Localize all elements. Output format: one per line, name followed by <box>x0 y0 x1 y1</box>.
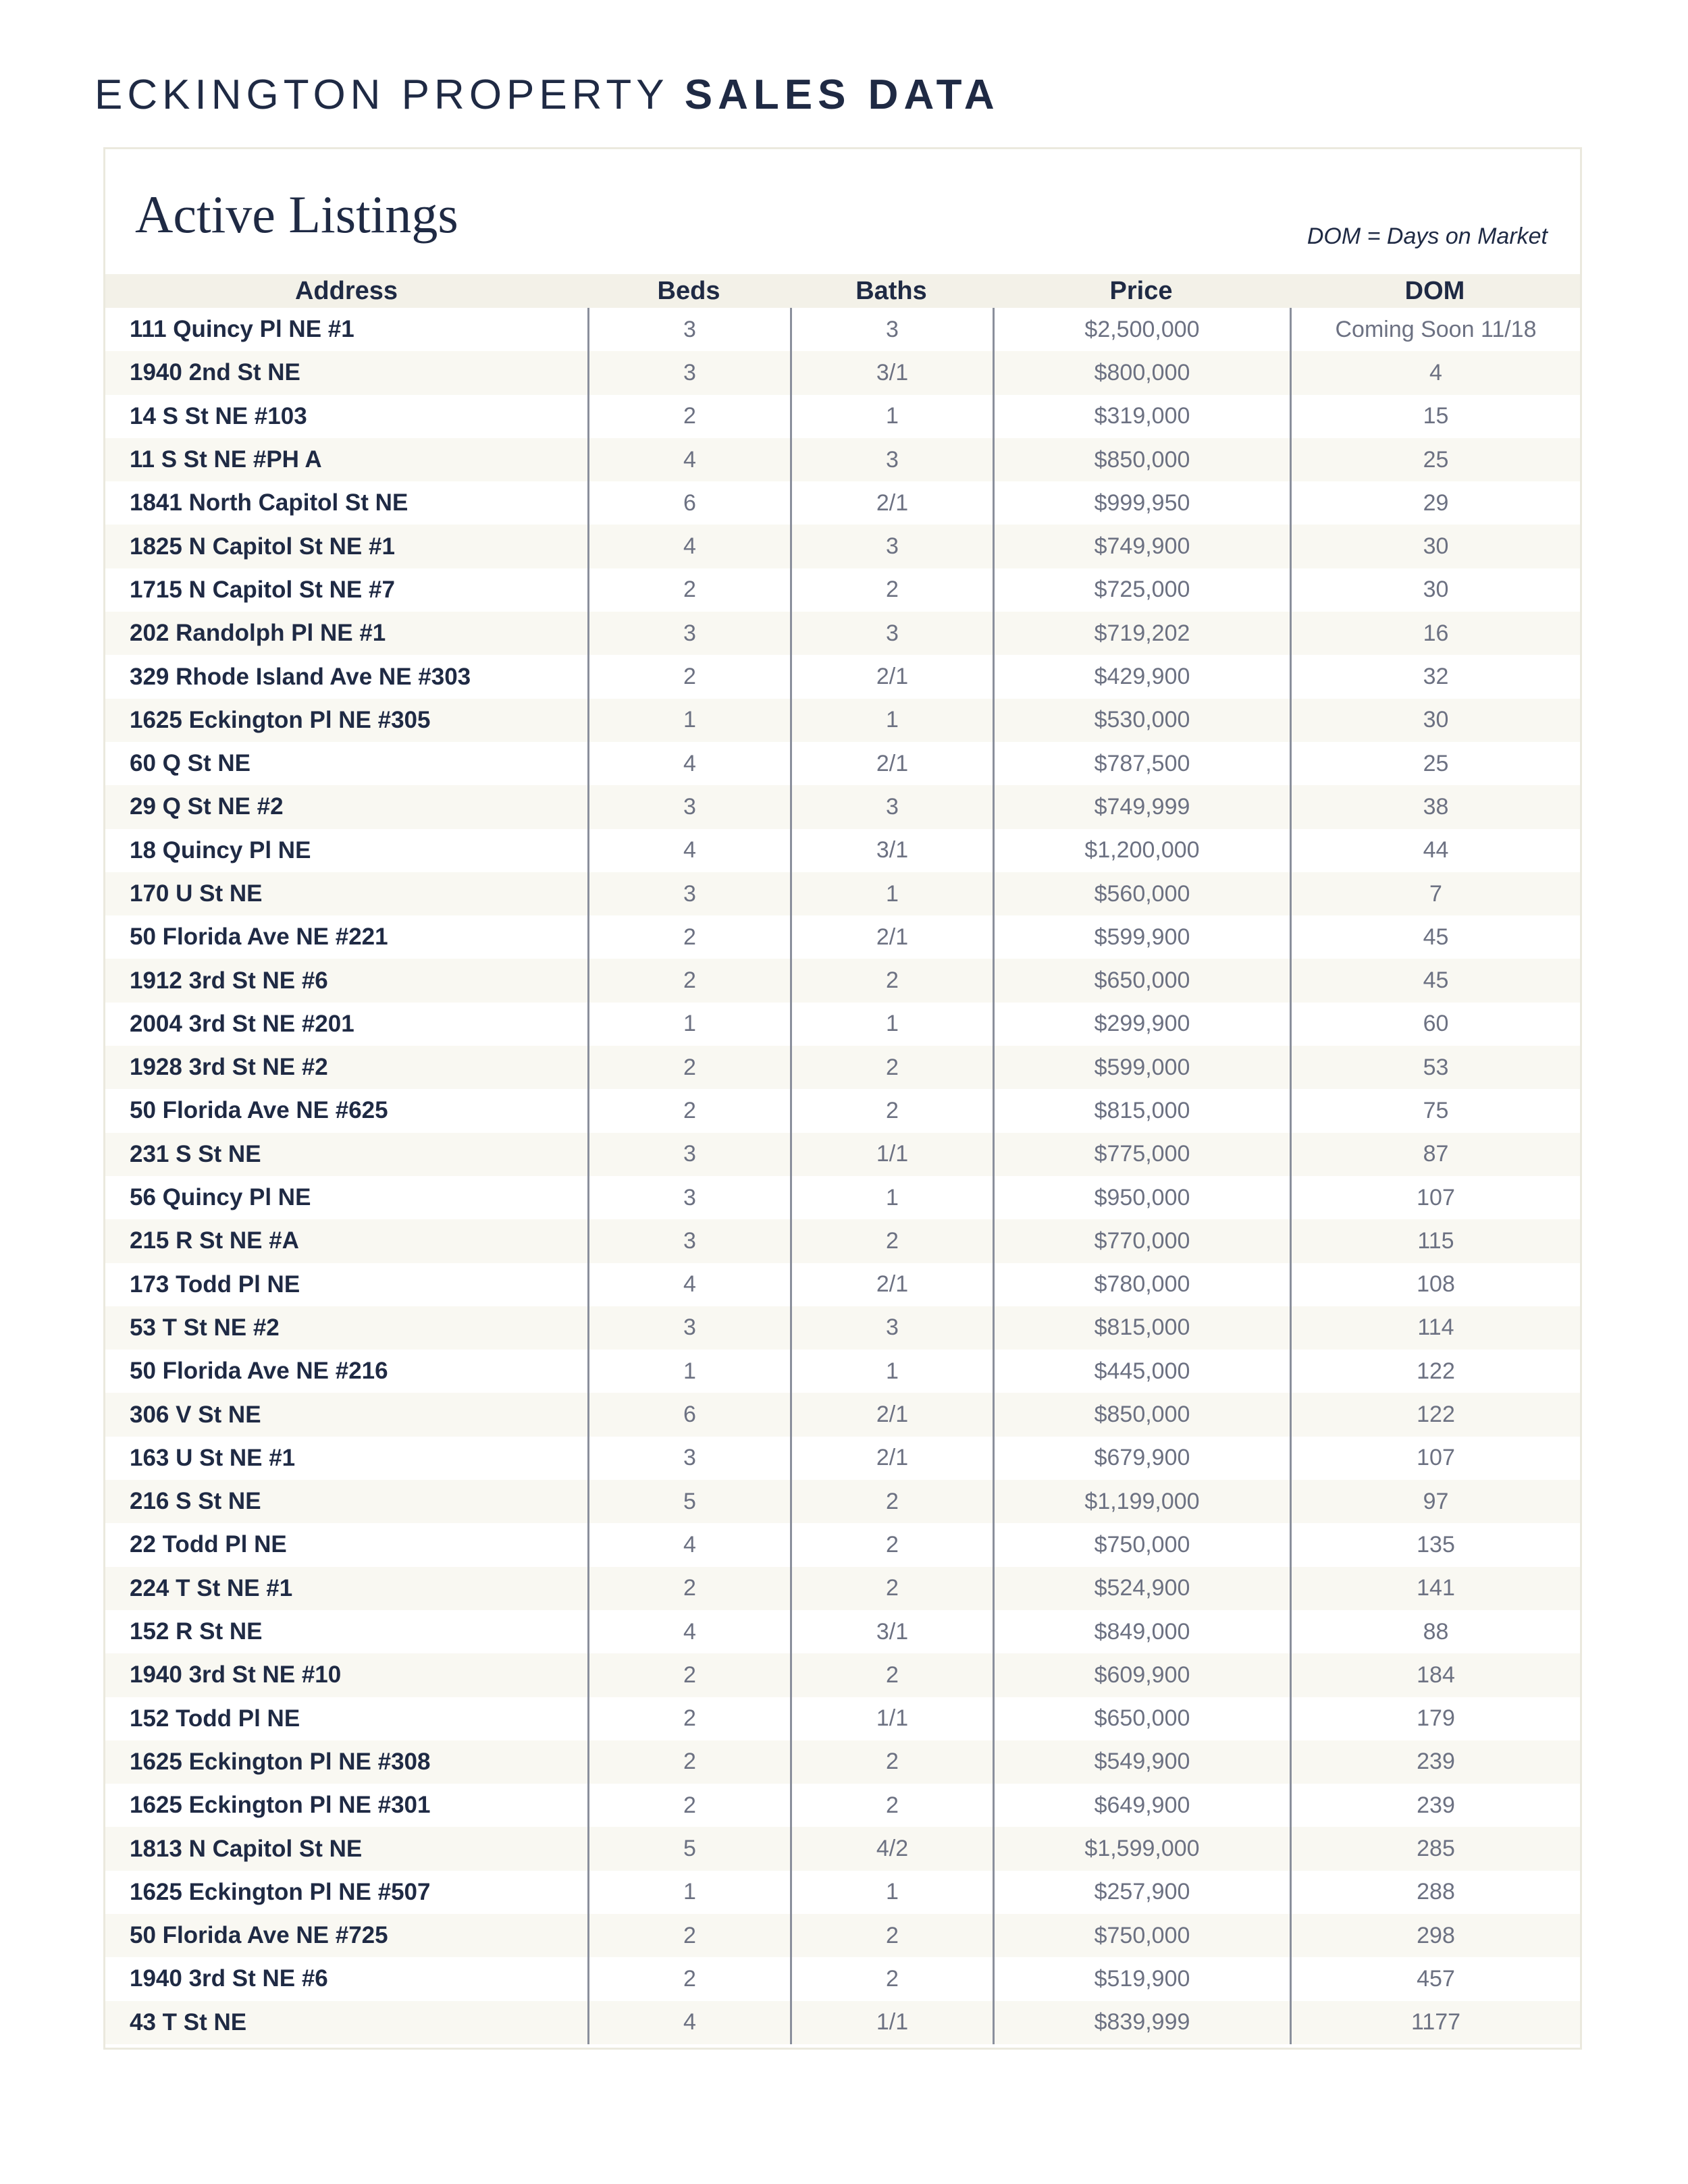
table-row <box>105 481 1580 525</box>
table-row <box>105 1263 1580 1306</box>
cell-dom: 298 <box>1290 1914 1580 1957</box>
table-row <box>105 1653 1580 1697</box>
table-row <box>105 1871 1580 1914</box>
cell-beds: 1 <box>587 1350 790 1393</box>
cell-price: $749,999 <box>993 785 1290 828</box>
cell-baths: 4/2 <box>790 1827 993 1870</box>
cell-price: $1,599,000 <box>993 1827 1290 1870</box>
cell-price: $530,000 <box>993 699 1290 742</box>
cell-beds: 2 <box>587 1740 790 1784</box>
table-row <box>105 2001 1580 2044</box>
cell-dom: 288 <box>1290 1871 1580 1914</box>
table-row <box>105 1957 1580 2000</box>
cell-address: 1912 3rd St NE #6 <box>130 967 328 994</box>
cell-dom: 141 <box>1290 1567 1580 1610</box>
cell-beds: 2 <box>587 959 790 1002</box>
cell-beds: 5 <box>587 1480 790 1523</box>
table-body <box>105 308 1580 2044</box>
cell-address: 152 Todd Pl NE <box>130 1705 300 1732</box>
cell-address: 111 Quincy Pl NE #1 <box>130 316 354 343</box>
cell-price: $850,000 <box>993 1393 1290 1436</box>
cell-price: $770,000 <box>993 1219 1290 1262</box>
cell-baths: 2 <box>790 1784 993 1827</box>
cell-baths: 2 <box>790 1523 993 1566</box>
cell-dom: 15 <box>1290 395 1580 438</box>
cell-address: 11 S St NE #PH A <box>130 446 322 473</box>
table-row <box>105 1046 1580 1089</box>
cell-baths: 2 <box>790 1219 993 1262</box>
cell-address: 173 Todd Pl NE <box>130 1271 300 1298</box>
table-row <box>105 655 1580 698</box>
table-row <box>105 1003 1580 1046</box>
table-row <box>105 1784 1580 1827</box>
cell-baths: 2/1 <box>790 742 993 785</box>
cell-price: $719,202 <box>993 612 1290 655</box>
page-title-light: ECKINGTON PROPERTY <box>95 72 668 118</box>
cell-beds: 3 <box>587 351 790 394</box>
cell-address: 22 Todd Pl NE <box>130 1531 287 1558</box>
table-header <box>105 274 1580 308</box>
cell-dom: 60 <box>1290 1003 1580 1046</box>
cell-dom: 25 <box>1290 438 1580 481</box>
table-row <box>105 1437 1580 1480</box>
cell-beds: 3 <box>587 612 790 655</box>
cell-price: $750,000 <box>993 1523 1290 1566</box>
page-title <box>95 71 1000 119</box>
cell-baths: 3/1 <box>790 351 993 394</box>
cell-price: $257,900 <box>993 1871 1290 1914</box>
header-price: Price <box>1109 276 1173 305</box>
cell-address: 329 Rhode Island Ave NE #303 <box>130 663 471 690</box>
cell-price: $519,900 <box>993 1957 1290 2000</box>
cell-baths: 3 <box>790 308 993 351</box>
table-row <box>105 1306 1580 1350</box>
cell-baths: 2 <box>790 1089 993 1132</box>
cell-dom: 45 <box>1290 959 1580 1002</box>
cell-price: $319,000 <box>993 395 1290 438</box>
cell-beds: 4 <box>587 742 790 785</box>
cell-beds: 2 <box>587 1567 790 1610</box>
cell-beds: 2 <box>587 1914 790 1957</box>
table-row <box>105 1176 1580 1219</box>
cell-address: 1928 3rd St NE #2 <box>130 1054 328 1081</box>
cell-dom: 97 <box>1290 1480 1580 1523</box>
cell-address: 231 S St NE <box>130 1140 261 1167</box>
cell-baths: 1/1 <box>790 1133 993 1176</box>
cell-dom: 1177 <box>1290 2001 1580 2044</box>
cell-address: 2004 3rd St NE #201 <box>130 1010 354 1037</box>
cell-price: $999,950 <box>993 481 1290 525</box>
cell-beds: 2 <box>587 568 790 612</box>
cell-price: $650,000 <box>993 1697 1290 1740</box>
cell-baths: 2 <box>790 1480 993 1523</box>
cell-baths: 2 <box>790 959 993 1002</box>
cell-dom: 88 <box>1290 1610 1580 1653</box>
cell-address: 1940 3rd St NE #6 <box>130 1965 328 1992</box>
cell-address: 60 Q St NE <box>130 750 250 777</box>
cell-price: $609,900 <box>993 1653 1290 1697</box>
cell-dom: 53 <box>1290 1046 1580 1089</box>
cell-price: $780,000 <box>993 1263 1290 1306</box>
cell-price: $775,000 <box>993 1133 1290 1176</box>
cell-address: 14 S St NE #103 <box>130 402 307 429</box>
table-row <box>105 1523 1580 1566</box>
cell-beds: 3 <box>587 1176 790 1219</box>
cell-address: 1940 2nd St NE <box>130 359 300 386</box>
cell-baths: 1/1 <box>790 2001 993 2044</box>
cell-beds: 3 <box>587 1133 790 1176</box>
cell-price: $429,900 <box>993 655 1290 698</box>
table-row <box>105 1393 1580 1436</box>
table-row <box>105 1480 1580 1523</box>
header-dom: DOM <box>1404 276 1465 305</box>
page-title-bold: SALES DATA <box>684 72 1000 118</box>
cell-baths: 3 <box>790 612 993 655</box>
cell-baths: 3 <box>790 785 993 828</box>
cell-price: $815,000 <box>993 1089 1290 1132</box>
cell-baths: 2/1 <box>790 1437 993 1480</box>
cell-beds: 1 <box>587 1003 790 1046</box>
cell-baths: 1/1 <box>790 1697 993 1740</box>
cell-address: 29 Q St NE #2 <box>130 793 284 820</box>
cell-dom: 30 <box>1290 525 1580 568</box>
cell-dom: 16 <box>1290 612 1580 655</box>
cell-address: 1813 N Capitol St NE <box>130 1835 363 1862</box>
cell-address: 216 S St NE <box>130 1488 261 1515</box>
cell-address: 1841 North Capitol St NE <box>130 489 408 516</box>
table-row <box>105 1697 1580 1740</box>
cell-dom: 179 <box>1290 1697 1580 1740</box>
cell-dom: 25 <box>1290 742 1580 785</box>
cell-address: 18 Quincy Pl NE <box>130 836 311 863</box>
table-row <box>105 699 1580 742</box>
cell-dom: 30 <box>1290 699 1580 742</box>
table-row <box>105 1219 1580 1262</box>
table-row <box>105 959 1580 1002</box>
table-row <box>105 829 1580 872</box>
header-baths: Baths <box>855 276 927 305</box>
cell-dom: 7 <box>1290 872 1580 915</box>
cell-beds: 2 <box>587 1046 790 1089</box>
cell-baths: 2/1 <box>790 1263 993 1306</box>
cell-address: 1825 N Capitol St NE #1 <box>130 533 395 560</box>
cell-price: $599,900 <box>993 915 1290 959</box>
cell-address: 202 Randolph Pl NE #1 <box>130 620 386 647</box>
cell-dom: 122 <box>1290 1393 1580 1436</box>
cell-beds: 2 <box>587 1957 790 2000</box>
cell-beds: 2 <box>587 1697 790 1740</box>
cell-baths: 2 <box>790 1740 993 1784</box>
cell-baths: 2/1 <box>790 1393 993 1436</box>
cell-beds: 6 <box>587 481 790 525</box>
cell-address: 1625 Eckington Pl NE #301 <box>130 1792 431 1819</box>
cell-beds: 3 <box>587 1437 790 1480</box>
cell-beds: 4 <box>587 1263 790 1306</box>
cell-baths: 3 <box>790 1306 993 1350</box>
cell-price: $1,200,000 <box>993 829 1290 872</box>
cell-address: 1625 Eckington Pl NE #308 <box>130 1748 431 1775</box>
cell-dom: 38 <box>1290 785 1580 828</box>
table-row <box>105 395 1580 438</box>
cell-price: $599,000 <box>993 1046 1290 1089</box>
table-row <box>105 742 1580 785</box>
cell-beds: 4 <box>587 829 790 872</box>
cell-dom: 239 <box>1290 1784 1580 1827</box>
cell-baths: 1 <box>790 395 993 438</box>
cell-address: 43 T St NE <box>130 2008 247 2035</box>
table-row <box>105 438 1580 481</box>
cell-beds: 3 <box>587 785 790 828</box>
cell-beds: 2 <box>587 1089 790 1132</box>
cell-beds: 4 <box>587 2001 790 2044</box>
table-row <box>105 785 1580 828</box>
cell-baths: 2 <box>790 1653 993 1697</box>
table-row <box>105 1740 1580 1784</box>
cell-dom: 457 <box>1290 1957 1580 2000</box>
cell-address: 163 U St NE #1 <box>130 1444 296 1471</box>
cell-price: $445,000 <box>993 1350 1290 1393</box>
listings-table <box>105 274 1580 2044</box>
cell-baths: 1 <box>790 1003 993 1046</box>
cell-dom: 114 <box>1290 1306 1580 1350</box>
cell-dom: 44 <box>1290 829 1580 872</box>
table-row <box>105 568 1580 612</box>
listings-card <box>103 147 1582 2050</box>
cell-address: 215 R St NE #A <box>130 1227 299 1254</box>
cell-address: 56 Quincy Pl NE <box>130 1184 311 1211</box>
cell-dom: 122 <box>1290 1350 1580 1393</box>
cell-baths: 1 <box>790 1176 993 1219</box>
cell-beds: 4 <box>587 1523 790 1566</box>
cell-address: 50 Florida Ave NE #221 <box>130 924 388 951</box>
cell-beds: 1 <box>587 1871 790 1914</box>
cell-dom: Coming Soon 11/18 <box>1290 308 1580 351</box>
cell-baths: 3 <box>790 525 993 568</box>
cell-beds: 4 <box>587 1610 790 1653</box>
cell-beds: 2 <box>587 655 790 698</box>
cell-baths: 2 <box>790 1046 993 1089</box>
cell-baths: 2 <box>790 1957 993 2000</box>
cell-price: $649,900 <box>993 1784 1290 1827</box>
cell-dom: 45 <box>1290 915 1580 959</box>
cell-address: 224 T St NE #1 <box>130 1574 293 1601</box>
cell-baths: 2/1 <box>790 915 993 959</box>
cell-price: $850,000 <box>993 438 1290 481</box>
cell-price: $750,000 <box>993 1914 1290 1957</box>
cell-address: 1715 N Capitol St NE #7 <box>130 576 395 603</box>
cell-beds: 2 <box>587 1784 790 1827</box>
cell-beds: 6 <box>587 1393 790 1436</box>
table-row <box>105 1133 1580 1176</box>
cell-baths: 1 <box>790 872 993 915</box>
table-row <box>105 525 1580 568</box>
header-beds: Beds <box>657 276 720 305</box>
cell-beds: 3 <box>587 1219 790 1262</box>
cell-address: 50 Florida Ave NE #216 <box>130 1358 388 1385</box>
table-row <box>105 1610 1580 1653</box>
header-address: Address <box>294 276 398 305</box>
cell-dom: 4 <box>1290 351 1580 394</box>
table-row <box>105 872 1580 915</box>
table-row <box>105 612 1580 655</box>
cell-beds: 5 <box>587 1827 790 1870</box>
dom-note: DOM = Days on Market <box>1307 223 1548 249</box>
cell-beds: 3 <box>587 1306 790 1350</box>
table-row <box>105 351 1580 394</box>
cell-baths: 1 <box>790 1350 993 1393</box>
cell-address: 1625 Eckington Pl NE #507 <box>130 1878 431 1905</box>
table-row <box>105 1350 1580 1393</box>
cell-price: $560,000 <box>993 872 1290 915</box>
cell-beds: 2 <box>587 395 790 438</box>
cell-beds: 2 <box>587 915 790 959</box>
cell-price: $725,000 <box>993 568 1290 612</box>
table-row <box>105 915 1580 959</box>
cell-address: 152 R St NE <box>130 1618 263 1645</box>
cell-price: $800,000 <box>993 351 1290 394</box>
cell-address: 170 U St NE <box>130 880 263 907</box>
cell-price: $839,999 <box>993 2001 1290 2044</box>
cell-price: $787,500 <box>993 742 1290 785</box>
table-row <box>105 1567 1580 1610</box>
cell-dom: 29 <box>1290 481 1580 525</box>
cell-baths: 2/1 <box>790 481 993 525</box>
cell-baths: 2/1 <box>790 655 993 698</box>
cell-dom: 107 <box>1290 1437 1580 1480</box>
cell-baths: 1 <box>790 699 993 742</box>
cell-address: 50 Florida Ave NE #625 <box>130 1097 388 1124</box>
cell-price: $1,199,000 <box>993 1480 1290 1523</box>
cell-address: 1625 Eckington Pl NE #305 <box>130 706 431 733</box>
cell-dom: 184 <box>1290 1653 1580 1697</box>
cell-baths: 3 <box>790 438 993 481</box>
cell-dom: 30 <box>1290 568 1580 612</box>
cell-price: $749,900 <box>993 525 1290 568</box>
cell-price: $950,000 <box>993 1176 1290 1219</box>
cell-baths: 3/1 <box>790 1610 993 1653</box>
cell-dom: 285 <box>1290 1827 1580 1870</box>
cell-address: 306 V St NE <box>130 1401 261 1428</box>
cell-price: $849,000 <box>993 1610 1290 1653</box>
table-row <box>105 1914 1580 1957</box>
cell-address: 50 Florida Ave NE #725 <box>130 1922 388 1949</box>
cell-beds: 4 <box>587 438 790 481</box>
cell-beds: 3 <box>587 308 790 351</box>
table-row <box>105 1827 1580 1870</box>
cell-baths: 1 <box>790 1871 993 1914</box>
cell-dom: 75 <box>1290 1089 1580 1132</box>
section-title: Active Listings <box>135 185 458 244</box>
cell-dom: 32 <box>1290 655 1580 698</box>
cell-baths: 2 <box>790 1567 993 1610</box>
cell-baths: 2 <box>790 1914 993 1957</box>
cell-price: $549,900 <box>993 1740 1290 1784</box>
cell-price: $524,900 <box>993 1567 1290 1610</box>
table-row <box>105 308 1580 351</box>
cell-price: $2,500,000 <box>993 308 1290 351</box>
cell-beds: 2 <box>587 1653 790 1697</box>
cell-baths: 2 <box>790 568 993 612</box>
cell-dom: 87 <box>1290 1133 1580 1176</box>
cell-dom: 107 <box>1290 1176 1580 1219</box>
cell-dom: 135 <box>1290 1523 1580 1566</box>
cell-dom: 108 <box>1290 1263 1580 1306</box>
cell-dom: 115 <box>1290 1219 1580 1262</box>
cell-price: $815,000 <box>993 1306 1290 1350</box>
cell-price: $679,900 <box>993 1437 1290 1480</box>
cell-baths: 3/1 <box>790 829 993 872</box>
cell-address: 53 T St NE #2 <box>130 1314 280 1341</box>
table-row <box>105 1089 1580 1132</box>
cell-dom: 239 <box>1290 1740 1580 1784</box>
cell-beds: 4 <box>587 525 790 568</box>
cell-price: $650,000 <box>993 959 1290 1002</box>
cell-beds: 1 <box>587 699 790 742</box>
cell-price: $299,900 <box>993 1003 1290 1046</box>
cell-address: 1940 3rd St NE #10 <box>130 1661 342 1688</box>
cell-beds: 3 <box>587 872 790 915</box>
